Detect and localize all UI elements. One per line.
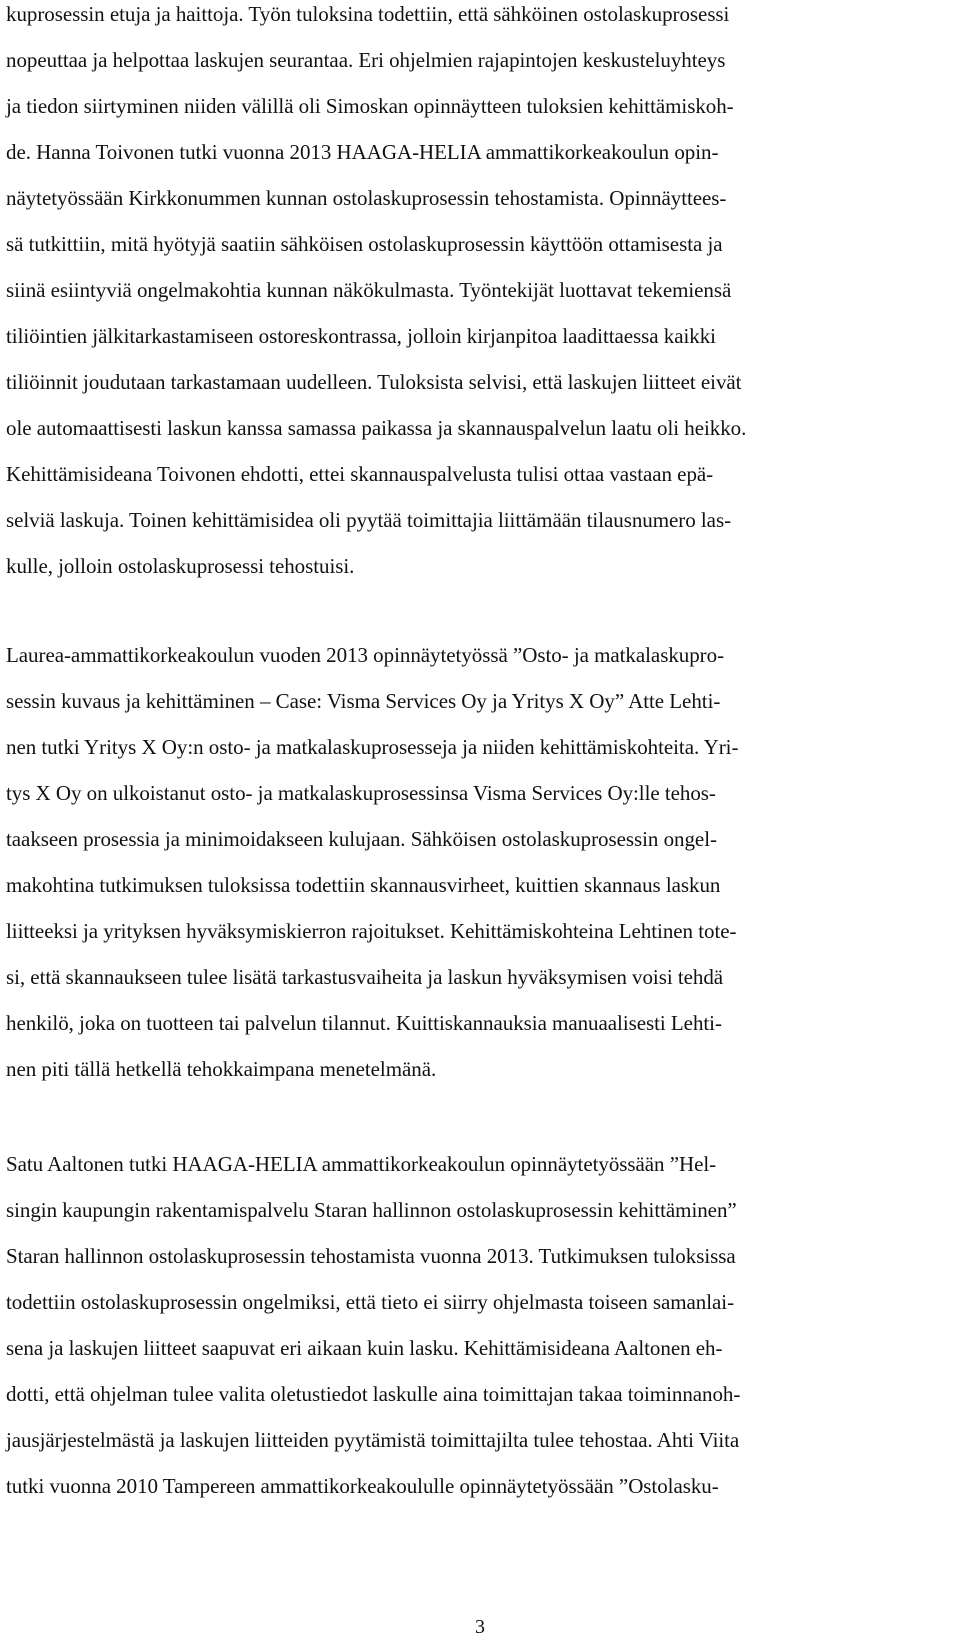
text-line: nen tutki Yritys X Oy:n osto- ja matkalaskuprosesseja ja niiden kehittämiskohteita. Yri- — [6, 735, 739, 759]
text-line: sena ja laskujen liitteet saapuvat eri aikaan kuin lasku. Kehittämisideana Aaltonen eh- — [6, 1336, 723, 1360]
text-line: de. Hanna Toivonen tutki vuonna 2013 HAAGA-HELIA ammattikorkeakoulun opin- — [6, 140, 719, 164]
text-line: näytetyössään Kirkkonummen kunnan ostolaskuprosessin tehostamista. Opinnäyttees- — [6, 186, 727, 210]
text-line: Staran hallinnon ostolaskuprosessin tehostamista vuonna 2013. Tutkimuksen tuloksissa — [6, 1244, 736, 1268]
page-number: 3 — [475, 1616, 485, 1638]
paragraph-3 — [6, 1141, 956, 1509]
text-line: todettiin ostolaskuprosessin ongelmiksi, että tieto ei siirry ohjelmasta toiseen samanlai- — [6, 1290, 735, 1314]
text-line: si, että skannaukseen tulee lisätä tarkastusvaiheita ja laskun hyväksymisen voisi tehdä — [6, 965, 724, 989]
text-line: Kehittämisideana Toivonen ehdotti, ettei skannauspalvelusta tulisi ottaa vastaan epä- — [6, 462, 714, 486]
text-line: Satu Aaltonen tutki HAAGA-HELIA ammattikorkeakoulun opinnäytetyössään ”Hel- — [6, 1152, 717, 1176]
text-line: tys X Oy on ulkoistanut osto- ja matkalaskuprosessinsa Visma Services Oy:lle tehos- — [6, 781, 716, 805]
paragraph-1 — [6, 0, 956, 589]
text-line: kulle, jolloin ostolaskuprosessi tehostuisi. — [6, 554, 355, 578]
text-line: henkilö, joka on tuotteen tai palvelun tilannut. Kuittiskannauksia manuaalisesti Lehti- — [6, 1011, 722, 1035]
text-line: nopeuttaa ja helpottaa laskujen seurantaa. Eri ohjelmien rajapintojen keskusteluyhteys — [6, 48, 726, 72]
paragraph-2 — [6, 632, 956, 1092]
text-line: taakseen prosessia ja minimoidakseen kulujaan. Sähköisen ostolaskuprosessin ongel- — [6, 827, 717, 851]
text-line: ole automaattisesti laskun kanssa samassa paikassa ja skannauspalvelun laatu oli heikko. — [6, 416, 747, 440]
text-line: singin kaupungin rakentamispalvelu Staran hallinnon ostolaskuprosessin kehittäminen” — [6, 1198, 737, 1222]
text-line: jausjärjestelmästä ja laskujen liitteiden pyytämistä toimittajilta tulee tehostaa. Ahti Viita — [6, 1428, 740, 1452]
text-line: selviä laskuja. Toinen kehittämisidea oli pyytää toimittajia liittämään tilausnumero las- — [6, 508, 732, 532]
text-line: siinä esiintyviä ongelmakohtia kunnan näkökulmasta. Työntekijät luottavat tekemiensä — [6, 278, 732, 302]
text-line: Laurea-ammattikorkeakoulun vuoden 2013 opinnäytetyössä ”Osto- ja matkalaskupro- — [6, 643, 725, 667]
text-line: tiliöinnit joudutaan tarkastamaan uudelleen. Tuloksista selvisi, että laskujen liitteet eivät — [6, 370, 742, 394]
text-line: tiliöintien jälkitarkastamiseen ostoreskontrassa, jolloin kirjanpitoa laadittaessa kaikki — [6, 324, 716, 348]
text-line: sessin kuvaus ja kehittäminen – Case: Visma Services Oy ja Yritys X Oy” Atte Lehti- — [6, 689, 721, 713]
text-line: liitteeksi ja yrityksen hyväksymiskierron rajoitukset. Kehittämiskohteina Lehtinen tote- — [6, 919, 737, 943]
text-line: nen piti tällä hetkellä tehokkaimpana menetelmänä. — [6, 1057, 437, 1081]
text-line: kuprosessin etuja ja haittoja. Työn tuloksina todettiin, että sähköinen ostolaskuprosessi — [6, 2, 730, 26]
text-line: ja tiedon siirtyminen niiden välillä oli Simoskan opinnäytteen tuloksien kehittämiskoh- — [6, 94, 734, 118]
text-line: dotti, että ohjelman tulee valita oletustiedot laskulle aina toimittajan takaa toiminnanoh- — [6, 1382, 741, 1406]
text-line: sä tutkittiin, mitä hyötyjä saatiin sähköisen ostolaskuprosessin käyttöön ottamisesta ja — [6, 232, 723, 256]
text-line: makohtina tutkimuksen tuloksissa todettiin skannausvirheet, kuittien skannaus laskun — [6, 873, 721, 897]
text-line: tutki vuonna 2010 Tampereen ammattikorkeakoululle opinnäytetyössään ”Ostolasku- — [6, 1474, 719, 1498]
